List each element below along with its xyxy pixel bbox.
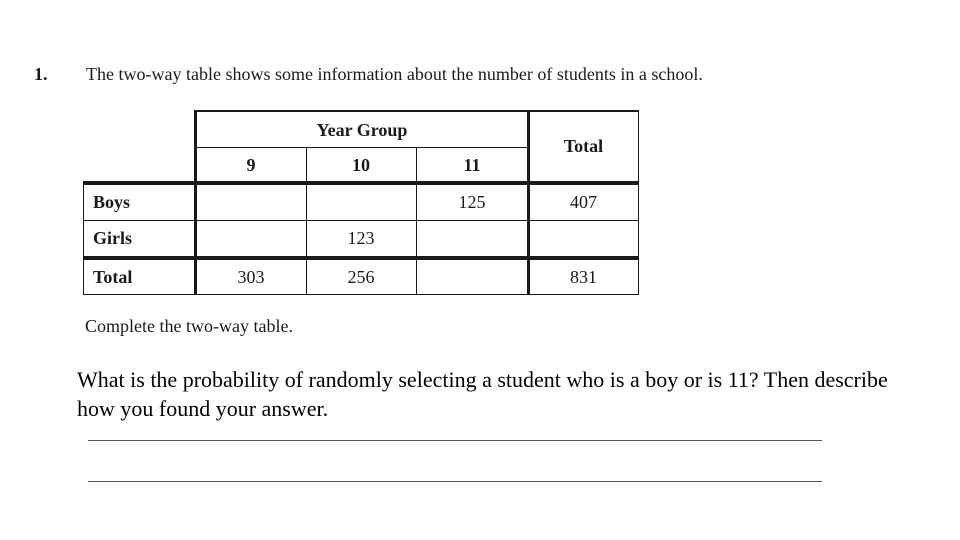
answer-line-1[interactable] [88,440,822,441]
total-year-10-cell: 256 [347,267,375,287]
boys-year-10-cell[interactable] [306,185,416,220]
column-header-10: 10 [352,154,370,175]
two-way-table [83,110,639,295]
table-rule [194,110,639,112]
table-rule [306,147,307,295]
answer-line-2[interactable] [88,481,822,482]
table-rule [527,110,530,295]
row-label-boys: Boys [93,192,131,212]
boys-year-9-cell[interactable] [196,185,306,220]
boys-total-cell: 407 [570,192,597,212]
total-year-9-cell: 303 [237,267,265,287]
table-rule [638,110,639,295]
question-number: 1. [34,64,48,84]
total-year-11-cell[interactable] [416,260,528,295]
table-rule [83,256,639,260]
question-intro: The two-way table shows some information about the number of students in a school. [86,64,703,84]
instruction-text: Complete the two-way table. [85,316,293,336]
total-column-header: Total [563,135,604,156]
table-rule [416,147,417,295]
row-label-total: Total [93,267,133,287]
boys-year-11-cell: 125 [458,192,486,212]
table-rule [194,110,197,295]
column-header-11: 11 [463,154,481,175]
table-rule [83,181,84,295]
table-rule [83,294,639,295]
girls-year-11-cell[interactable] [416,221,528,256]
year-group-header: Year Group [316,119,408,140]
girls-year-10-cell: 123 [347,228,375,248]
table-rule [83,220,639,221]
girls-year-9-cell[interactable] [196,221,306,256]
grand-total-cell: 831 [570,267,597,287]
girls-total-cell[interactable] [530,221,637,256]
column-header-9: 9 [246,154,256,175]
probability-question: What is the probability of randomly selecting a student who is a boy or is 11? Then describe how you found your answer. [77,367,888,421]
table-rule [194,147,530,148]
row-label-girls: Girls [93,228,132,248]
table-rule [83,181,639,185]
